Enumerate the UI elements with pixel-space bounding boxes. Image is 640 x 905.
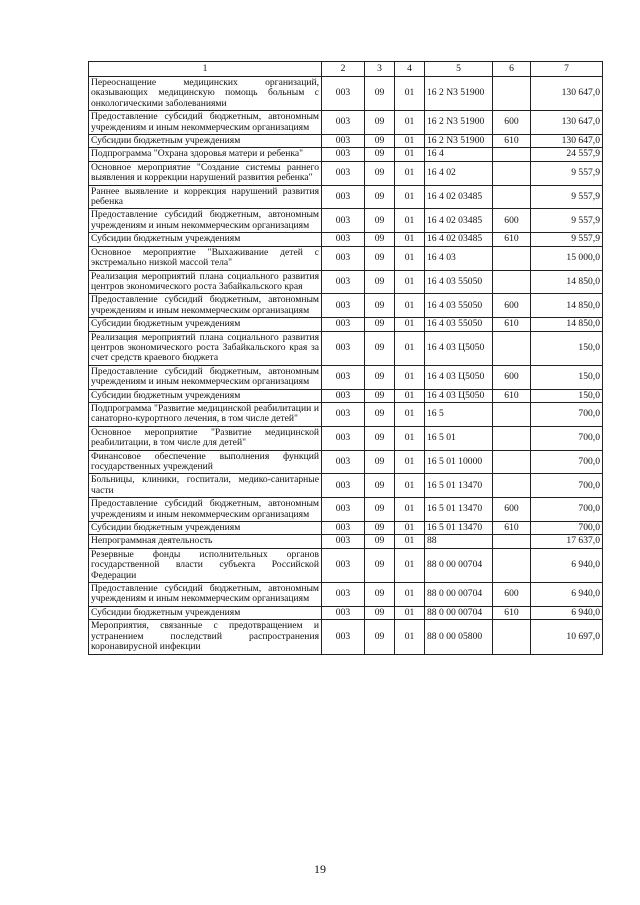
table-row [89,426,603,450]
cell-vr: 600 [493,111,531,135]
cell-name: Субсидии бюджетным учреждениям [89,522,322,535]
cell-amount: 150,0 [531,389,603,402]
table-row [89,331,603,365]
table-row [89,583,603,607]
cell-vr: 600 [493,294,531,318]
cell-rz: 09 [365,318,395,331]
cell-gz: 003 [322,77,365,111]
cell-pr: 01 [395,535,425,548]
table-row [89,620,603,654]
cell-pr: 01 [395,77,425,111]
cell-pr: 01 [395,402,425,426]
cell-rz: 09 [365,402,395,426]
cell-gz: 003 [322,606,365,619]
cell-name: Субсидии бюджетным учреждениям [89,606,322,619]
cell-rz: 09 [365,270,395,294]
cell-amount: 150,0 [531,365,603,389]
cell-gz: 003 [322,426,365,450]
table-row [89,402,603,426]
cell-vr: 610 [493,233,531,246]
cell-name: Основное мероприятие "Создание системы раннего выявления и коррекции нарушений развития ребенка" [89,161,322,185]
cell-pr: 01 [395,389,425,402]
cell-gz: 003 [322,148,365,161]
cell-csr: 16 5 [425,402,493,426]
cell-gz: 003 [322,161,365,185]
cell-vr [493,474,531,498]
cell-vr: 600 [493,583,531,607]
cell-gz: 003 [322,450,365,474]
cell-rz: 09 [365,111,395,135]
cell-name: Предоставление субсидий бюджетным, автономным учреждениям и иным некоммерческим организациям [89,498,322,522]
cell-pr: 01 [395,148,425,161]
cell-vr: 600 [493,498,531,522]
cell-csr: 16 4 03 [425,246,493,270]
table-row [89,450,603,474]
cell-rz: 09 [365,606,395,619]
cell-rz: 09 [365,233,395,246]
cell-name: Финансовое обеспечение выполнения функций государственных учреждений [89,450,322,474]
cell-name: Переоснащение медицинских организаций, оказывающих медицинскую помощь больным с онкологическими заболеваниями [89,77,322,111]
table-row [89,535,603,548]
cell-gz: 003 [322,389,365,402]
cell-amount: 9 557,9 [531,209,603,233]
cell-rz: 09 [365,474,395,498]
cell-vr: 610 [493,389,531,402]
cell-csr: 88 [425,535,493,548]
cell-csr: 88 0 00 05800 [425,620,493,654]
cell-name: Субсидии бюджетным учреждениям [89,135,322,148]
cell-name: Раннее выявление и коррекция нарушений развития ребенка [89,185,322,209]
cell-name: Предоставление субсидий бюджетным, автономным учреждениям и иным некоммерческим организациям [89,583,322,607]
cell-csr: 16 2 N3 51900 [425,77,493,111]
cell-name: Субсидии бюджетным учреждениям [89,233,322,246]
column-header-2: 2 [322,62,365,77]
page-number: 19 [314,862,326,876]
cell-csr: 16 5 01 13470 [425,474,493,498]
cell-csr: 16 5 01 13470 [425,498,493,522]
cell-gz: 003 [322,402,365,426]
cell-amount: 9 557,9 [531,185,603,209]
table-row [89,148,603,161]
table-row [89,111,603,135]
table-row [89,522,603,535]
cell-rz: 09 [365,365,395,389]
cell-rz: 09 [365,135,395,148]
table-row [89,294,603,318]
cell-name: Резервные фонды исполнительных органов государственной власти субъекта Российской Федерации [89,548,322,582]
cell-rz: 09 [365,620,395,654]
cell-csr: 16 4 03 Ц5050 [425,365,493,389]
cell-vr: 610 [493,606,531,619]
cell-gz: 003 [322,294,365,318]
cell-gz: 003 [322,365,365,389]
cell-pr: 01 [395,583,425,607]
cell-pr: 01 [395,111,425,135]
cell-vr [493,402,531,426]
cell-csr: 16 5 01 [425,426,493,450]
cell-rz: 09 [365,294,395,318]
table-row [89,185,603,209]
cell-pr: 01 [395,331,425,365]
cell-csr: 88 0 00 00704 [425,606,493,619]
cell-pr: 01 [395,185,425,209]
cell-gz: 003 [322,209,365,233]
cell-gz: 003 [322,111,365,135]
cell-vr [493,270,531,294]
cell-name: Субсидии бюджетным учреждениям [89,389,322,402]
cell-vr: 610 [493,522,531,535]
cell-csr: 16 4 03 Ц5050 [425,331,493,365]
table-row [89,606,603,619]
cell-name: Основное мероприятие "Развитие медицинской реабилитации, в том числе для детей" [89,426,322,450]
cell-vr [493,450,531,474]
cell-vr: 600 [493,365,531,389]
cell-rz: 09 [365,77,395,111]
cell-amount: 17 637,0 [531,535,603,548]
cell-csr: 16 2 N3 51900 [425,135,493,148]
cell-amount: 10 697,0 [531,620,603,654]
cell-csr: 16 4 03 55050 [425,318,493,331]
cell-csr: 16 4 02 03485 [425,185,493,209]
cell-gz: 003 [322,135,365,148]
cell-name: Предоставление субсидий бюджетным, автономным учреждениям и иным некоммерческим организациям [89,365,322,389]
column-header-3: 3 [365,62,395,77]
cell-pr: 01 [395,450,425,474]
table-row [89,318,603,331]
cell-vr [493,77,531,111]
cell-pr: 01 [395,246,425,270]
cell-name: Предоставление субсидий бюджетным, автономным учреждениям и иным некоммерческим организациям [89,209,322,233]
cell-vr [493,331,531,365]
cell-gz: 003 [322,270,365,294]
cell-name: Предоставление субсидий бюджетным, автономным учреждениям и иным некоммерческим организациям [89,294,322,318]
cell-name: Реализация мероприятий плана социального развития центров экономического роста Забайкальского края [89,270,322,294]
cell-rz: 09 [365,522,395,535]
cell-pr: 01 [395,498,425,522]
cell-gz: 003 [322,331,365,365]
cell-gz: 003 [322,620,365,654]
column-header-1: 1 [89,62,322,77]
cell-rz: 09 [365,450,395,474]
cell-amount: 6 940,0 [531,548,603,582]
cell-rz: 09 [365,331,395,365]
table-body [89,77,603,655]
cell-gz: 003 [322,583,365,607]
cell-gz: 003 [322,474,365,498]
cell-csr: 16 4 03 55050 [425,294,493,318]
cell-csr: 16 4 [425,148,493,161]
cell-name: Предоставление субсидий бюджетным, автономным учреждениям и иным некоммерческим организациям [89,111,322,135]
cell-pr: 01 [395,522,425,535]
cell-gz: 003 [322,522,365,535]
cell-amount: 9 557,9 [531,161,603,185]
cell-pr: 01 [395,233,425,246]
cell-name: Мероприятия, связанные с предотвращением и устранением последствий распространения коронавирусной инфекции [89,620,322,654]
cell-vr [493,535,531,548]
cell-gz: 003 [322,318,365,331]
cell-amount: 700,0 [531,402,603,426]
cell-rz: 09 [365,161,395,185]
column-header-6: 6 [493,62,531,77]
table-header-row [89,62,603,77]
table-row [89,389,603,402]
cell-amount: 700,0 [531,522,603,535]
cell-vr [493,161,531,185]
cell-amount: 6 940,0 [531,583,603,607]
cell-rz: 09 [365,535,395,548]
cell-rz: 09 [365,583,395,607]
cell-pr: 01 [395,270,425,294]
cell-vr [493,185,531,209]
cell-amount: 24 557,9 [531,148,603,161]
column-header-4: 4 [395,62,425,77]
table-row [89,209,603,233]
cell-amount: 150,0 [531,331,603,365]
cell-rz: 09 [365,246,395,270]
cell-csr: 88 0 00 00704 [425,583,493,607]
cell-rz: 09 [365,498,395,522]
cell-vr [493,246,531,270]
column-header-7: 7 [531,62,603,77]
cell-gz: 003 [322,498,365,522]
cell-name: Реализация мероприятий плана социального развития центров экономического роста Забайкальского края за счет средств краевого бюджета [89,331,322,365]
cell-amount: 14 850,0 [531,294,603,318]
table-row [89,135,603,148]
cell-csr: 16 4 03 Ц5050 [425,389,493,402]
cell-amount: 15 000,0 [531,246,603,270]
cell-amount: 6 940,0 [531,606,603,619]
cell-amount: 130 647,0 [531,111,603,135]
cell-csr: 88 0 00 00704 [425,548,493,582]
cell-amount: 700,0 [531,426,603,450]
cell-amount: 130 647,0 [531,135,603,148]
cell-csr: 16 4 02 03485 [425,233,493,246]
cell-amount: 700,0 [531,450,603,474]
cell-vr: 610 [493,135,531,148]
column-header-5: 5 [425,62,493,77]
cell-gz: 003 [322,246,365,270]
cell-pr: 01 [395,606,425,619]
cell-rz: 09 [365,426,395,450]
cell-name: Непрограммная деятельность [89,535,322,548]
table-row [89,161,603,185]
cell-amount: 9 557,9 [531,233,603,246]
cell-gz: 003 [322,548,365,582]
cell-csr: 16 5 01 13470 [425,522,493,535]
cell-pr: 01 [395,161,425,185]
cell-pr: 01 [395,135,425,148]
table-row [89,498,603,522]
cell-pr: 01 [395,548,425,582]
cell-rz: 09 [365,389,395,402]
cell-rz: 09 [365,209,395,233]
cell-pr: 01 [395,426,425,450]
cell-amount: 700,0 [531,474,603,498]
cell-csr: 16 5 01 10000 [425,450,493,474]
cell-vr [493,620,531,654]
cell-vr [493,148,531,161]
cell-vr: 600 [493,209,531,233]
cell-name: Подпрограмма "Охрана здоровья матери и ребенка" [89,148,322,161]
table-row [89,246,603,270]
budget-table [88,61,603,655]
cell-rz: 09 [365,148,395,161]
cell-amount: 14 850,0 [531,270,603,294]
cell-pr: 01 [395,474,425,498]
table-row [89,77,603,111]
cell-csr: 16 4 02 [425,161,493,185]
cell-csr: 16 4 02 03485 [425,209,493,233]
cell-pr: 01 [395,209,425,233]
cell-vr [493,426,531,450]
cell-amount: 14 850,0 [531,318,603,331]
cell-name: Больницы, клиники, госпитали, медико-санитарные части [89,474,322,498]
cell-rz: 09 [365,548,395,582]
cell-gz: 003 [322,535,365,548]
cell-csr: 16 4 03 55050 [425,270,493,294]
cell-rz: 09 [365,185,395,209]
table-row [89,365,603,389]
table-row [89,270,603,294]
cell-vr [493,548,531,582]
table-row [89,233,603,246]
cell-csr: 16 2 N3 51900 [425,111,493,135]
cell-amount: 700,0 [531,498,603,522]
table-row [89,474,603,498]
cell-vr: 610 [493,318,531,331]
cell-gz: 003 [322,185,365,209]
cell-name: Основное мероприятие "Выхаживание детей с экстремально низкой массой тела" [89,246,322,270]
cell-gz: 003 [322,233,365,246]
cell-pr: 01 [395,365,425,389]
table-row [89,548,603,582]
cell-name: Субсидии бюджетным учреждениям [89,318,322,331]
cell-pr: 01 [395,294,425,318]
cell-pr: 01 [395,318,425,331]
cell-pr: 01 [395,620,425,654]
cell-amount: 130 647,0 [531,77,603,111]
cell-name: Подпрограмма "Развитие медицинской реабилитации и санаторно-курортного лечения, в том числе детей" [89,402,322,426]
